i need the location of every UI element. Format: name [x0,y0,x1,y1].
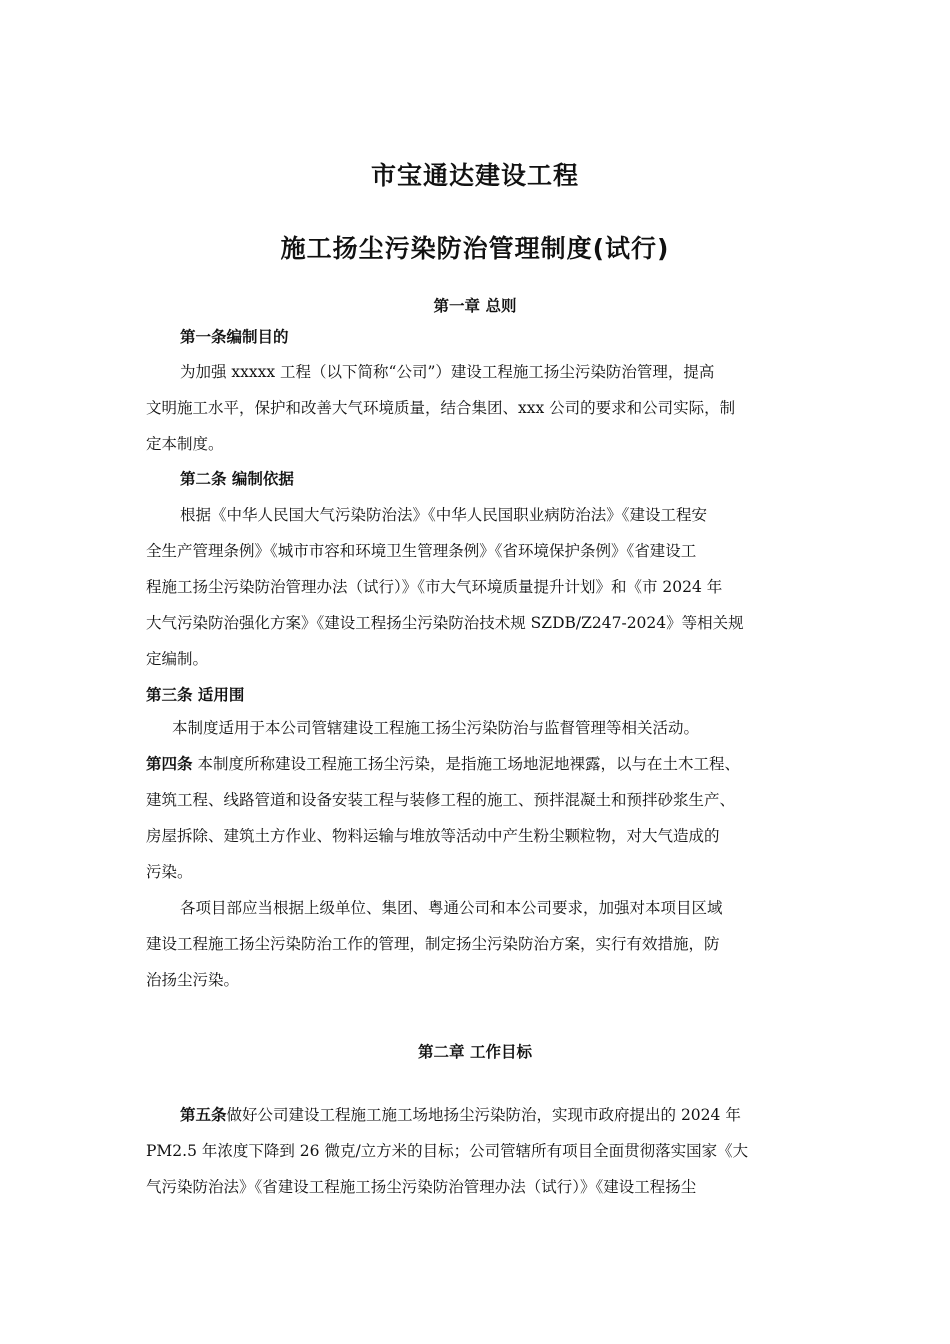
chapter1-heading: 第一章 总则 [433,297,517,315]
article5-line: PM2.5 年浓度下降到 26 微克/立方米的目标；公司管辖所有项目全面贯彻落实国家《大 [146,1142,749,1160]
article4-line: 建筑工程、线路管道和设备安装工程与装修工程的施工、预拌混凝土和预拌砂浆生产、 [146,791,736,809]
article2-line: 全生产管理条例》《城市市容和环境卫生管理条例》《省环境保护条例》《省建设工 [146,542,697,560]
article2-line: 程施工扬尘污染防治管理办法（试行）》《市大气环境质量提升计划》和《市 2024 年 [146,578,723,596]
document-title-line1: 市宝通达建设工程 [370,161,579,190]
article5-first-line-text: 做好公司建设工程施工施工场地扬尘污染防治，实现市政府提出的 2024 年 [226,1106,741,1124]
article3-line: 本制度适用于本公司管辖建设工程施工扬尘污染防治与监督管理等相关活动。 [172,719,700,737]
article2-line: 大气污染防治强化方案》《建设工程扬尘污染防治技术规 SZDB/Z247-2024》等相关规 [146,614,744,632]
article3-heading: 第三条 适用围 [146,686,245,704]
article2-line: 定编制。 [146,650,209,668]
article1-line: 为加强 xxxxx 工程（以下简称“公司”）建设工程施工扬尘污染防治管理，提高 [180,363,715,381]
article4-first-line-text: 本制度所称建设工程施工扬尘污染，是指施工场地泥地裸露，以与在土木工程、 [192,755,740,773]
article4-first-line [146,754,740,774]
article1-line: 文明施工水平，保护和改善大气环境质量，结合集团、xxx 公司的要求和公司实际，制 [146,399,736,417]
article2-line: 根据《中华人民国大气污染防治法》《中华人民国职业病防治法》《建设工程安 [180,506,708,524]
article4-para2-line: 治扬尘污染。 [146,971,240,989]
article4-para2-line: 各项目部应当根据上级单位、集团、粤通公司和本公司要求，加强对本项目区域 [180,899,723,917]
article1-line: 定本制度。 [146,435,224,453]
article4-lead: 第四条 [146,755,193,773]
article4-line: 房屋拆除、建筑土方作业、物料运输与堆放等活动中产生粉尘颗粒物，对大气造成的 [146,827,720,845]
article5-line: 气污染防治法》《省建设工程施工扬尘污染防治管理办法（试行）》《建设工程扬尘 [146,1178,697,1196]
article1-heading: 第一条编制目的 [180,328,289,346]
chapter2-heading: 第二章 工作目标 [418,1043,532,1061]
article2-heading: 第二条 编制依据 [180,470,294,488]
article4-line: 污染。 [146,863,193,881]
document-title-line2: 施工扬尘污染防治管理制度(试行) [280,234,670,263]
article4-para2-line: 建设工程施工扬尘污染防治工作的管理，制定扬尘污染防治方案，实行有效措施，防 [146,935,720,953]
article5-lead: 第五条 [180,1106,227,1124]
article5-first-line [180,1105,741,1125]
